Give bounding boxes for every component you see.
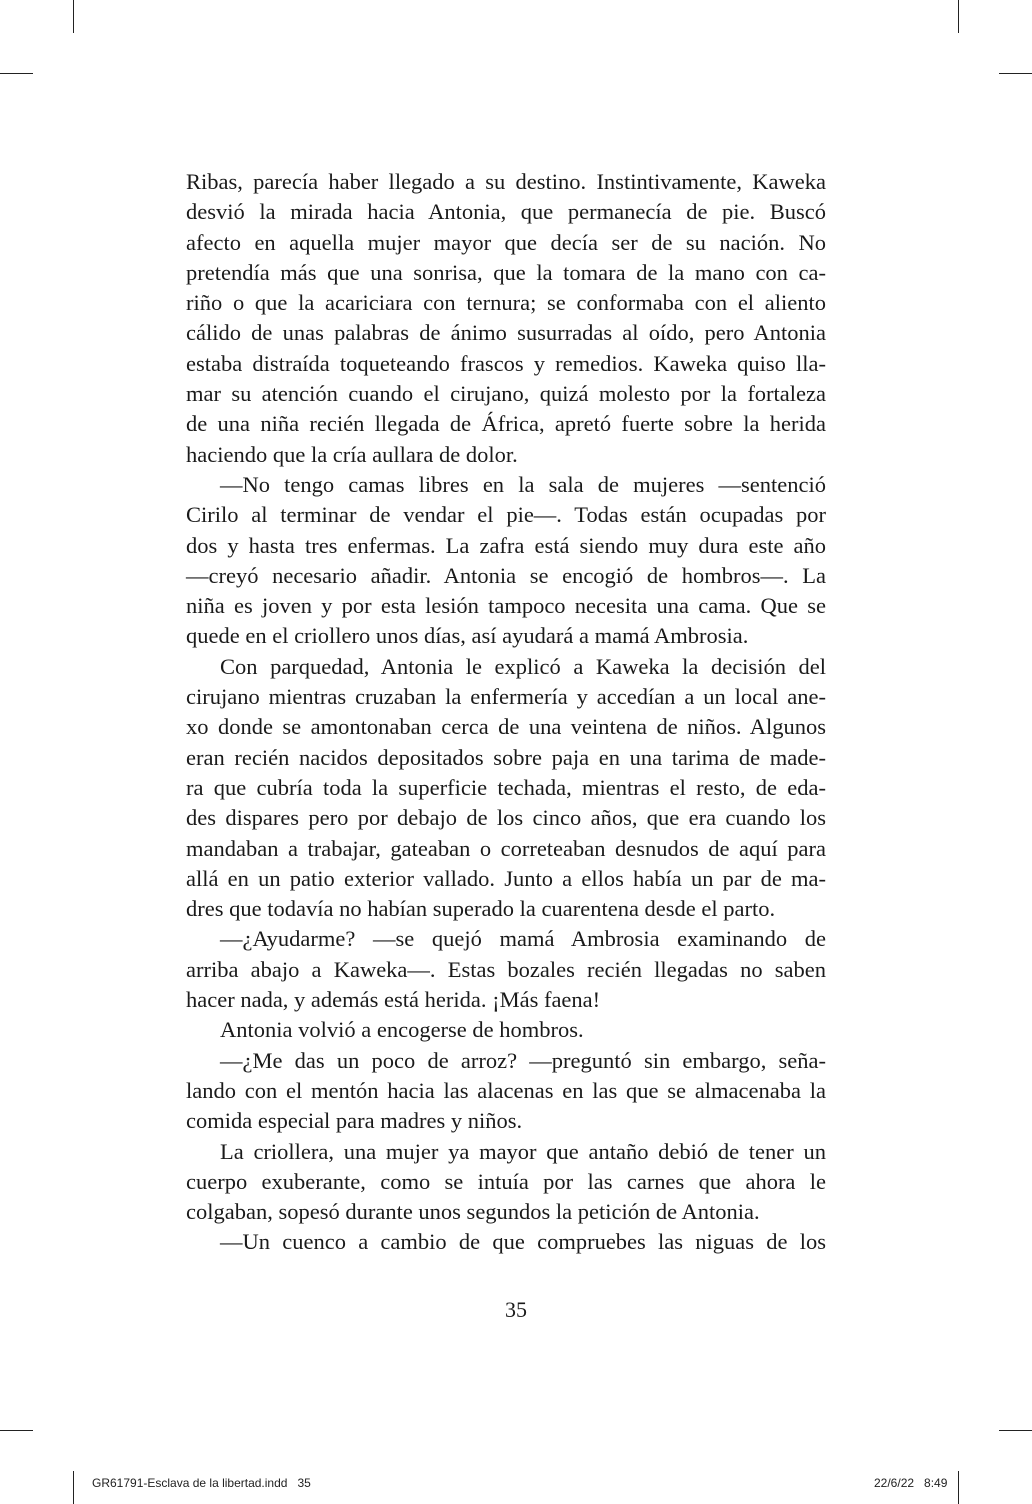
- crop-mark-bottom-left: [73, 1471, 74, 1504]
- crop-mark-top-left: [73, 0, 74, 33]
- page-number: 35: [505, 1297, 527, 1322]
- text-line: dos y hasta tres enfermas. La zafra está siendo muy dura este año: [186, 532, 826, 558]
- crop-mark-bottom-right-horizontal: [999, 1430, 1032, 1431]
- text-line: afecto en aquella mujer mayor que decía ser de su nación. No: [186, 229, 826, 255]
- text-line: —¿Ayudarme? —se quejó mamá Ambrosia examinando de: [220, 926, 826, 952]
- text-line: Con parquedad, Antonia le explicó a Kaweka la decisión del: [220, 653, 826, 679]
- text-line: —creyó necesario añadir. Antonia se encogió de hombros—. La: [186, 562, 826, 588]
- text-line: cálido de unas palabras de ánimo susurradas al oído, pero Antonia: [186, 320, 826, 346]
- text-line: des dispares pero por debajo de los cinco años, que era cuando los: [186, 805, 826, 831]
- crop-mark-bottom-right: [958, 1471, 959, 1504]
- text-line: comida especial para madres y niños.: [186, 1108, 523, 1134]
- text-line: de una niña recién llegada de África, apretó fuerte sobre la herida: [186, 411, 826, 437]
- text-line: pretendía más que una sonrisa, que la tomara de la mano con ca-: [186, 259, 826, 285]
- text-line: cirujano mientras cruzaban la enfermería y accedían a un local ane-: [186, 684, 826, 710]
- text-line: mar su atención cuando el cirujano, quizá molesto por la fortaleza: [186, 381, 826, 407]
- text-line: haciendo que la cría aullara de dolor.: [186, 441, 518, 467]
- slug-date: 22/6/22 8:49: [874, 1476, 948, 1490]
- text-line: Antonia volvió a encogerse de hombros.: [220, 1017, 584, 1043]
- text-line: eran recién nacidos depositados sobre paja en una tarima de made-: [186, 744, 826, 770]
- text-line: lando con el mentón hacia las alacenas en las que se almacenaba la: [186, 1077, 826, 1103]
- text-line: quede en el criollero unos días, así ayudará a mamá Ambrosia.: [186, 623, 749, 649]
- text-line: estaba distraída toqueteando frascos y remedios. Kaweka quiso lla-: [186, 350, 826, 376]
- text-line: —¿Me das un poco de arroz? —preguntó sin embargo, seña-: [220, 1047, 826, 1073]
- text-line: cuerpo exuberante, como se intuía por las carnes que ahora le: [186, 1168, 826, 1194]
- crop-mark-top-left-horizontal: [0, 73, 33, 74]
- text-line: dres que todavía no habían superado la cuarentena desde el parto.: [186, 896, 776, 922]
- text-line: hacer nada, y además está herida. ¡Más faena!: [186, 987, 601, 1013]
- text-line: riño o que la acariciara con ternura; se conformaba con el aliento: [186, 290, 826, 316]
- text-line: xo donde se amontonaban cerca de una veintena de niños. Algunos: [186, 714, 826, 740]
- text-line: —No tengo camas libres en la sala de mujeres —sentenció: [220, 471, 826, 497]
- crop-mark-bottom-left-horizontal: [0, 1430, 33, 1431]
- crop-mark-top-right-horizontal: [999, 73, 1032, 74]
- text-line: colgaban, sopesó durante unos segundos la petición de Antonia.: [186, 1199, 760, 1225]
- body-text: [186, 167, 826, 1258]
- text-line: Ribas, parecía haber llegado a su destino. Instintivamente, Kaweka: [186, 169, 826, 194]
- slug-filename: GR61791-Esclava de la libertad.indd 35: [92, 1476, 311, 1490]
- text-line: arriba abajo a Kaweka—. Estas bozales recién llegadas no saben: [186, 956, 826, 982]
- text-line: niña es joven y por esta lesión tampoco necesita una cama. Que se: [186, 593, 826, 619]
- crop-mark-top-right: [958, 0, 959, 33]
- text-line: ra que cubría toda la superficie techada, mientras el resto, de eda-: [186, 774, 826, 800]
- text-line: Cirilo al terminar de vendar el pie—. Todas están ocupadas por: [186, 502, 826, 528]
- text-line: mandaban a trabajar, gateaban o correteaban desnudos de aquí para: [186, 835, 826, 861]
- text-line: allá en un patio exterior vallado. Junto a ellos había un par de ma-: [186, 865, 826, 891]
- text-line: —Un cuenco a cambio de que compruebes las niguas de los: [220, 1229, 826, 1255]
- text-line: desvió la mirada hacia Antonia, que permanecía de pie. Buscó: [186, 199, 826, 225]
- text-line: La criollera, una mujer ya mayor que antaño debió de tener un: [220, 1138, 826, 1164]
